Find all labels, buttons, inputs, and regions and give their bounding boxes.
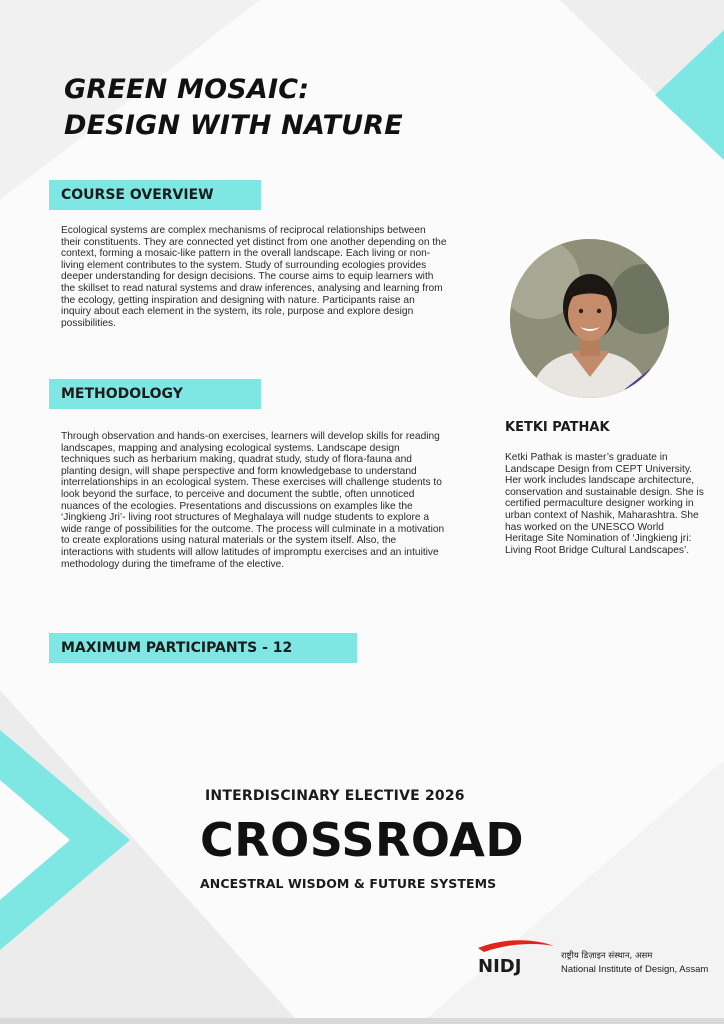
nid-logo-mark — [478, 940, 558, 976]
course-overview-heading: COURSE OVERVIEW — [49, 180, 261, 210]
course-title-line-2: DESIGN WITH NATURE — [64, 110, 403, 141]
methodology-text: Through observation and hands-on exercises, learners will develop skills for reading landscapes, mapping and analysing ecological systems. Landscape design techniques such as herbarium making, quadrat study, study of flora-fauna and planting design, will shape perspective and form knowledgebase to understand interrelationships in an ecological system. These exercises will challenge students to look beyond the surface, to perceive and document the subtle, often unnoticed nuances of the ecologies. Presentations and discussions on examples like the ‘Jingkieng Jri’- living root structures of Meghalaya will nudge students to explore a wide range of possibilities for the outcome. The process will culminate in a motivation to create explorations using natural materials or the system itself. Also, the interactions with students will allow latitudes of impromptu exercises and an intuitive methodology during the timeframe of the elective. — [61, 431, 445, 570]
instructor-name: KETKI PATHAK — [505, 420, 610, 435]
course-title — [64, 72, 403, 144]
event-headline: CROSSROAD — [200, 813, 525, 867]
logo-mark-text: NIDJ — [478, 956, 522, 976]
methodology-heading: METHODOLOGY — [49, 379, 261, 409]
instructor-bio: Ketki Pathak is master’s graduate in Landscape Design from CEPT University. Her work includes landscape architecture, conservation and sustainable design. She is certified permaculture designer working in urban context of Nashik, Maharashtra. She has worked on the UNESCO World Heritage Site Nomination of ‘Jingkieng jri: Living Root Bridge Cultural Landscapes’. — [505, 452, 704, 556]
event-tagline: ANCESTRAL WISDOM & FUTURE SYSTEMS — [200, 876, 497, 891]
course-overview-text: Ecological systems are complex mechanisms of reciprocal relationships between their constituents. They are connected yet distinct from one another depending on the context, forming a mosaic-like pattern in the overall landscape. Each living or non-living element contributes to the system. Study of surrounding ecologies provides deeper understanding for design decisions. The course aims to equip learners with the skillset to read natural systems and draw inferences, analysing and learning from the ecology, getting inspiration and designing with nature. Participants raise an inquiry about each element in the system, its role, purpose and explore design possibilities. — [61, 225, 447, 329]
institute-name-english: National Institute of Design, Assam — [561, 964, 709, 975]
elective-label: INTERDISCINARY ELECTIVE 2026 — [205, 788, 465, 804]
course-title-line-1: GREEN MOSAIC: — [64, 74, 310, 105]
instructor-photo — [510, 239, 669, 398]
institute-name-hindi: राष्ट्रीय डिज़ाइन संस्थान, असम — [561, 951, 653, 961]
max-participants-heading: MAXIMUM PARTICIPANTS - 12 — [49, 633, 357, 663]
